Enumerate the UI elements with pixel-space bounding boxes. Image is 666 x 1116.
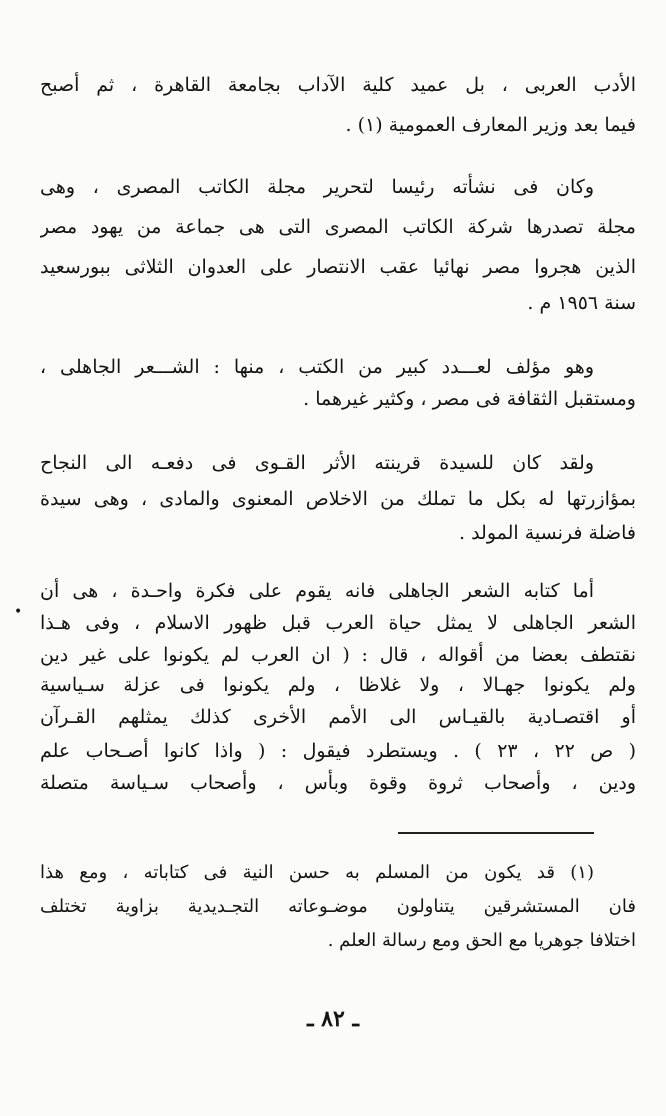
body-line: الأدب العربى ، بل عميد كلية الآداب بجامعة القاهرة ، ثم أصبح [40,74,636,96]
body-line: ( ص ٢٢ ، ٢٣ ) . ويستطرد فيقول : ( واذا كانوا أصـحاب علم [40,740,636,762]
body-line: وهو مؤلف لعـــدد كبير من الكتب ، منها : الشـــعر الجاهلى ، [40,356,594,378]
body-line: سنة ١٩٥٦ م . [527,292,636,314]
body-line: وكان فى نشأته رئيسا لتحرير مجلة الكاتب المصرى ، وهى [40,176,594,198]
body-line: ولقد كان للسيدة قرينته الأثر القـوى فى دفعـه الى النجاح [40,452,594,474]
footnote-line: (١) قد يكون من المسلم به حسن النية فى كتاباته ، ومع هذا [40,862,594,883]
footnote-line: اختلافا جوهريا مع الحق ومع رسالة العلم . [327,930,636,951]
body-line: الشعر الجاهلى لا يمثل حياة العرب قبل ظهور الاسلام ، وفى هـذا [40,612,636,634]
body-line: نقتطف بعضا من أقواله ، قال : ( ان العرب لم يكونوا على غير دين [40,644,636,666]
body-line: ودين ، وأصحاب ثروة وقوة وبأس ، وأصحاب سـياسة متصلة [40,772,636,794]
margin-mark: • [14,604,23,620]
footnote-line: فان المستشرقين يتناولون موضـوعاته التجـديدية بزاوية تختلف [40,896,636,917]
body-line: فيما بعد وزير المعارف العمومية (١) . [345,114,636,136]
body-line: فاضلة فرنسية المولد . [459,522,636,544]
body-line: ولم يكونوا جهـالا ، ولا غلاظا ، ولم يكونوا فى عزلة سـياسية [40,674,636,696]
body-line: أو اقتصـادية بالقيـاس الى الأمم الأخرى كذلك يمثلهم القـرآن [40,706,636,728]
page-number: ـ ٨٢ ـ [307,1006,359,1032]
footnote-rule [398,832,594,834]
body-line: مجلة تصدرها شركة الكاتب المصرى التى هى جماعة من يهود مصر [40,216,636,238]
body-line: بمؤازرتها له بكل ما تملك من الاخلاص المعنوى والمادى ، وهى سيدة [40,488,636,510]
body-line: ومستقبل الثقافة فى مصر ، وكثير غيرهما . [303,388,636,410]
body-line: أما كتابه الشعر الجاهلى فانه يقوم على فكرة واحـدة ، هى أن [40,580,594,602]
body-line: الذين هجروا مصر نهائيا عقب الانتصار على العدوان الثلاثى ببورسعيد [40,256,636,278]
